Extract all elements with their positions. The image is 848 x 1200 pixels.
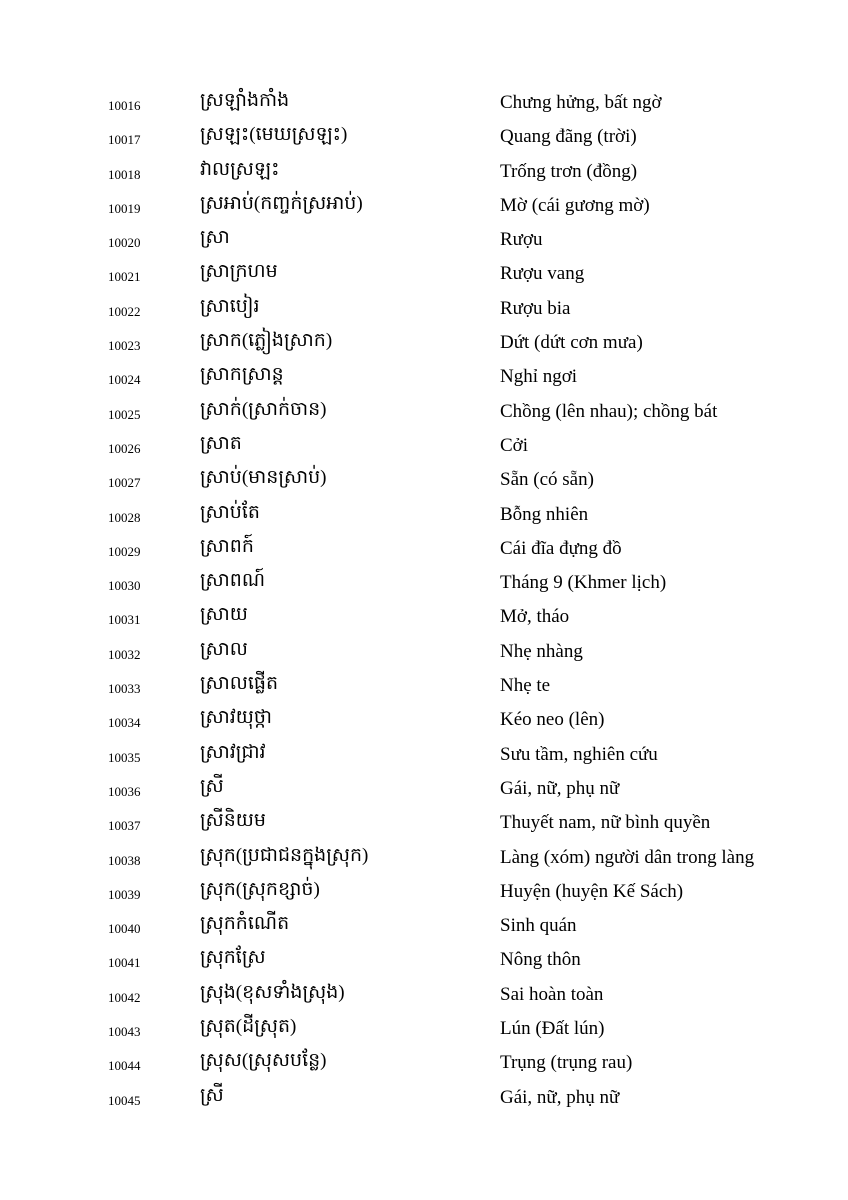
khmer-term: ស្រឡះ(មេឃស្រឡះ) bbox=[200, 124, 348, 146]
khmer-term: ស្រាលផ្លើត bbox=[200, 673, 279, 695]
vietnamese-translation: Gái, nữ, phụ nữ bbox=[500, 777, 620, 799]
khmer-term: ស្រុស(ស្រុសបន្លែ) bbox=[200, 1050, 327, 1072]
entry-number: 10028 bbox=[108, 509, 141, 525]
vietnamese-translation: Trống trơn (đồng) bbox=[500, 160, 638, 182]
vietnamese-translation: Nghỉ ngơi bbox=[500, 366, 578, 388]
vietnamese-translation: Lún (Đất lún) bbox=[500, 1018, 605, 1040]
vietnamese-translation: Rượu vang bbox=[500, 263, 585, 285]
khmer-term: វាលស្រឡះ bbox=[200, 158, 280, 180]
entry-number: 10016 bbox=[108, 98, 141, 113]
khmer-term: ស្រាពណ៍ bbox=[200, 570, 266, 592]
entry-number: 10038 bbox=[108, 852, 141, 868]
entry-number: 10031 bbox=[108, 612, 141, 628]
entry-number: 10018 bbox=[108, 166, 141, 182]
vietnamese-translation: Cởi bbox=[500, 434, 528, 456]
entry-number: 10022 bbox=[108, 303, 141, 319]
dictionary-entry bbox=[0, 909, 848, 943]
vietnamese-translation: Mờ (cái gương mờ) bbox=[500, 194, 650, 216]
vietnamese-translation: Rượu bia bbox=[500, 297, 571, 319]
dictionary-entry bbox=[0, 360, 848, 394]
khmer-term: ស្រាប់តែ bbox=[200, 501, 260, 523]
vietnamese-translation: Nhẹ te bbox=[500, 675, 551, 697]
entry-number: 10017 bbox=[108, 132, 141, 148]
entry-number: 10027 bbox=[108, 475, 141, 491]
vietnamese-translation: Bỗng nhiên bbox=[500, 503, 589, 525]
vietnamese-translation: Sẵn (có sẵn) bbox=[500, 469, 594, 491]
dictionary-entry bbox=[0, 1012, 848, 1046]
dictionary-entries bbox=[0, 86, 848, 1115]
dictionary-entry bbox=[0, 463, 848, 497]
vietnamese-translation: Sinh quán bbox=[500, 915, 577, 937]
vietnamese-translation: Thuyết nam, nữ bình quyền bbox=[500, 812, 711, 834]
entry-number: 10030 bbox=[108, 578, 141, 594]
entry-number: 10032 bbox=[108, 646, 141, 662]
entry-number: 10024 bbox=[108, 372, 141, 388]
entry-number: 10043 bbox=[108, 1024, 141, 1040]
entry-number: 10040 bbox=[108, 921, 141, 937]
vietnamese-translation: Quang đãng (trời) bbox=[500, 126, 637, 148]
khmer-term: ស្រី bbox=[200, 775, 224, 797]
khmer-term: ស្រឡាំងកាំង bbox=[200, 90, 290, 111]
dictionary-entry bbox=[0, 703, 848, 737]
vietnamese-translation: Gái, nữ, phụ nữ bbox=[500, 1086, 620, 1108]
dictionary-entry bbox=[0, 155, 848, 189]
entry-number: 10035 bbox=[108, 749, 141, 765]
vietnamese-translation: Nhẹ nhàng bbox=[500, 640, 583, 662]
vietnamese-translation: Cái đĩa đựng đồ bbox=[500, 537, 622, 559]
entry-number: 10039 bbox=[108, 886, 141, 902]
entry-number: 10021 bbox=[108, 269, 141, 285]
khmer-term: ស្រាកស្រាន្ត bbox=[200, 364, 284, 386]
vietnamese-translation: Tháng 9 (Khmer lịch) bbox=[500, 572, 667, 594]
entry-number: 10029 bbox=[108, 543, 141, 559]
khmer-term: ស្រា bbox=[200, 227, 230, 249]
vietnamese-translation: Chồng (lên nhau); chồng bát bbox=[500, 400, 718, 422]
dictionary-entry bbox=[0, 635, 848, 669]
khmer-term: ស្រាប់(មានស្រាប់) bbox=[200, 467, 327, 489]
khmer-term: ស្រាក(ភ្លៀងស្រាក) bbox=[200, 330, 333, 352]
vietnamese-translation: Kéo neo (lên) bbox=[500, 709, 605, 731]
dictionary-entry bbox=[0, 292, 848, 326]
dictionary-entry bbox=[0, 806, 848, 840]
entry-number: 10036 bbox=[108, 783, 141, 799]
khmer-term: ស្រុកស្រែ bbox=[200, 947, 266, 969]
khmer-term: ស្រាត bbox=[200, 432, 242, 454]
dictionary-entry bbox=[0, 738, 848, 772]
khmer-term: ស្រីនិយម bbox=[200, 810, 266, 832]
khmer-term: ស្រាយ bbox=[200, 604, 248, 626]
dictionary-entry bbox=[0, 120, 848, 154]
dictionary-entry bbox=[0, 189, 848, 223]
vietnamese-translation: Rượu bbox=[500, 229, 543, 251]
vietnamese-translation: Chưng hửng, bất ngờ bbox=[500, 92, 662, 113]
dictionary-entry bbox=[0, 257, 848, 291]
vietnamese-translation: Nông thôn bbox=[500, 949, 581, 971]
dictionary-entry bbox=[0, 841, 848, 875]
dictionary-entry bbox=[0, 498, 848, 532]
entry-number: 10034 bbox=[108, 715, 141, 731]
dictionary-entry bbox=[0, 86, 848, 120]
dictionary-entry bbox=[0, 943, 848, 977]
khmer-term: ស្រាក្រហម bbox=[200, 261, 278, 283]
vietnamese-translation: Dứt (dứt cơn mưa) bbox=[500, 332, 643, 354]
dictionary-entry bbox=[0, 532, 848, 566]
entry-number: 10026 bbox=[108, 440, 141, 456]
entry-number: 10023 bbox=[108, 338, 141, 354]
entry-number: 10042 bbox=[108, 989, 141, 1005]
vietnamese-translation: Mở, tháo bbox=[500, 606, 570, 628]
khmer-term: ស្រាបៀរ bbox=[200, 295, 260, 317]
khmer-term: ស្រុកកំណើត bbox=[200, 913, 290, 935]
vietnamese-translation: Sai hoàn toàn bbox=[500, 983, 604, 1005]
khmer-term: ស្រី bbox=[200, 1084, 224, 1106]
khmer-term: ស្រាល bbox=[200, 638, 248, 660]
khmer-term: ស្រុក(ប្រជាជនក្នុងស្រុក) bbox=[200, 844, 369, 866]
dictionary-entry bbox=[0, 326, 848, 360]
dictionary-entry bbox=[0, 669, 848, 703]
khmer-term: ស្រុក(ស្រុកខ្សាច់) bbox=[200, 878, 320, 900]
khmer-term: ស្រាពក៍ bbox=[200, 535, 254, 557]
vietnamese-translation: Sưu tầm, nghiên cứu bbox=[500, 743, 658, 765]
entry-number: 10020 bbox=[108, 235, 141, 251]
entry-number: 10045 bbox=[108, 1092, 141, 1108]
vietnamese-translation: Huyện (huyện Kế Sách) bbox=[500, 880, 684, 902]
khmer-term: ស្រាវយុថ្កា bbox=[200, 707, 272, 729]
vietnamese-translation: Trụng (trụng rau) bbox=[500, 1052, 633, 1074]
dictionary-entry bbox=[0, 978, 848, 1012]
dictionary-entry bbox=[0, 223, 848, 257]
entry-number: 10033 bbox=[108, 681, 141, 697]
dictionary-entry bbox=[0, 772, 848, 806]
entry-number: 10025 bbox=[108, 406, 141, 422]
khmer-term: ស្រុង(ខុសទាំងស្រុង) bbox=[200, 981, 345, 1003]
entry-number: 10019 bbox=[108, 200, 141, 216]
dictionary-entry bbox=[0, 429, 848, 463]
vietnamese-translation: Làng (xóm) người dân trong làng bbox=[500, 846, 755, 868]
dictionary-entry bbox=[0, 1081, 848, 1115]
dictionary-entry bbox=[0, 566, 848, 600]
khmer-term: ស្រាក់(ស្រាក់ចាន) bbox=[200, 398, 327, 420]
dictionary-entry bbox=[0, 875, 848, 909]
dictionary-entry bbox=[0, 1046, 848, 1080]
khmer-term: ស្រុត(ដីស្រុត) bbox=[200, 1016, 297, 1038]
dictionary-entry bbox=[0, 600, 848, 634]
entry-number: 10044 bbox=[108, 1058, 141, 1074]
khmer-term: ស្រអាប់(កញ្ចក់ស្រអាប់) bbox=[200, 192, 363, 214]
dictionary-entry bbox=[0, 395, 848, 429]
khmer-term: ស្រាវជ្រាវ bbox=[200, 741, 266, 763]
entry-number: 10041 bbox=[108, 955, 141, 971]
entry-number: 10037 bbox=[108, 818, 141, 834]
